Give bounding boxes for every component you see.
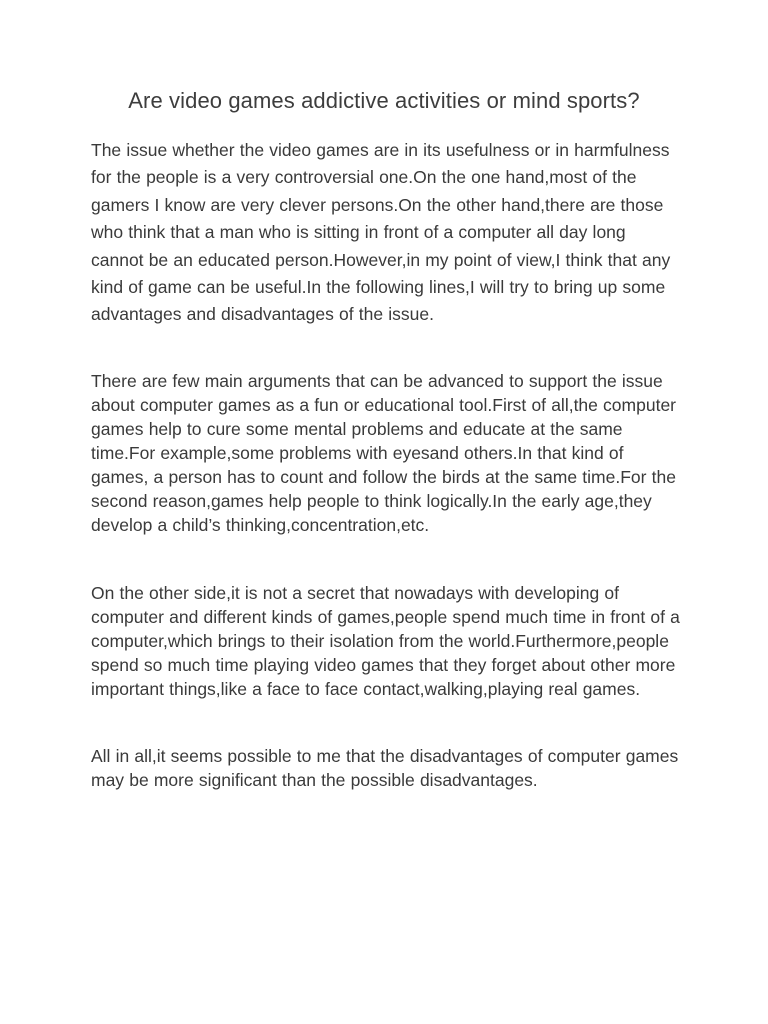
paragraph-disadvantages: On the other side,it is not a secret that nowadays with developing of computer and different kinds of games,people spend much time in front of a computer,which brings to their isolation from the world.Furthermore,people spend so much time playing video games that they forget about other more important things,like a face to face contact,walking,playing real games. [91,583,680,699]
document-title: Are video games addictive activities or mind sports? [128,88,640,113]
paragraph-introduction: The issue whether the video games are in its usefulness or in harmfulness for the people is a very controversial one.On the one hand,most of the gamers I know are very clever persons.On the other hand,there are those who think that a man who is sitting in front of a computer all day long cannot be an educated person.However,in my point of view,I think that any kind of game can be useful.In the following lines,I will try to bring up some advantages and disadvantages of the issue. [91,140,671,325]
paragraph-advantages: There are few main arguments that can be advanced to support the issue about computer games as a fun or educational tool.First of all,the computer games help to cure some mental problems and educate at the same time.For example,some problems with eyesand others.In that kind of games, a person has to count and follow the birds at the same time.For the second reason,games help people to think logically.In the early age,they develop a child’s thinking,concentration,etc. [91,371,677,535]
paragraph-conclusion: All in all,it seems possible to me that the disadvantages of computer games may be more significant than the possible disadvantages. [91,746,679,790]
